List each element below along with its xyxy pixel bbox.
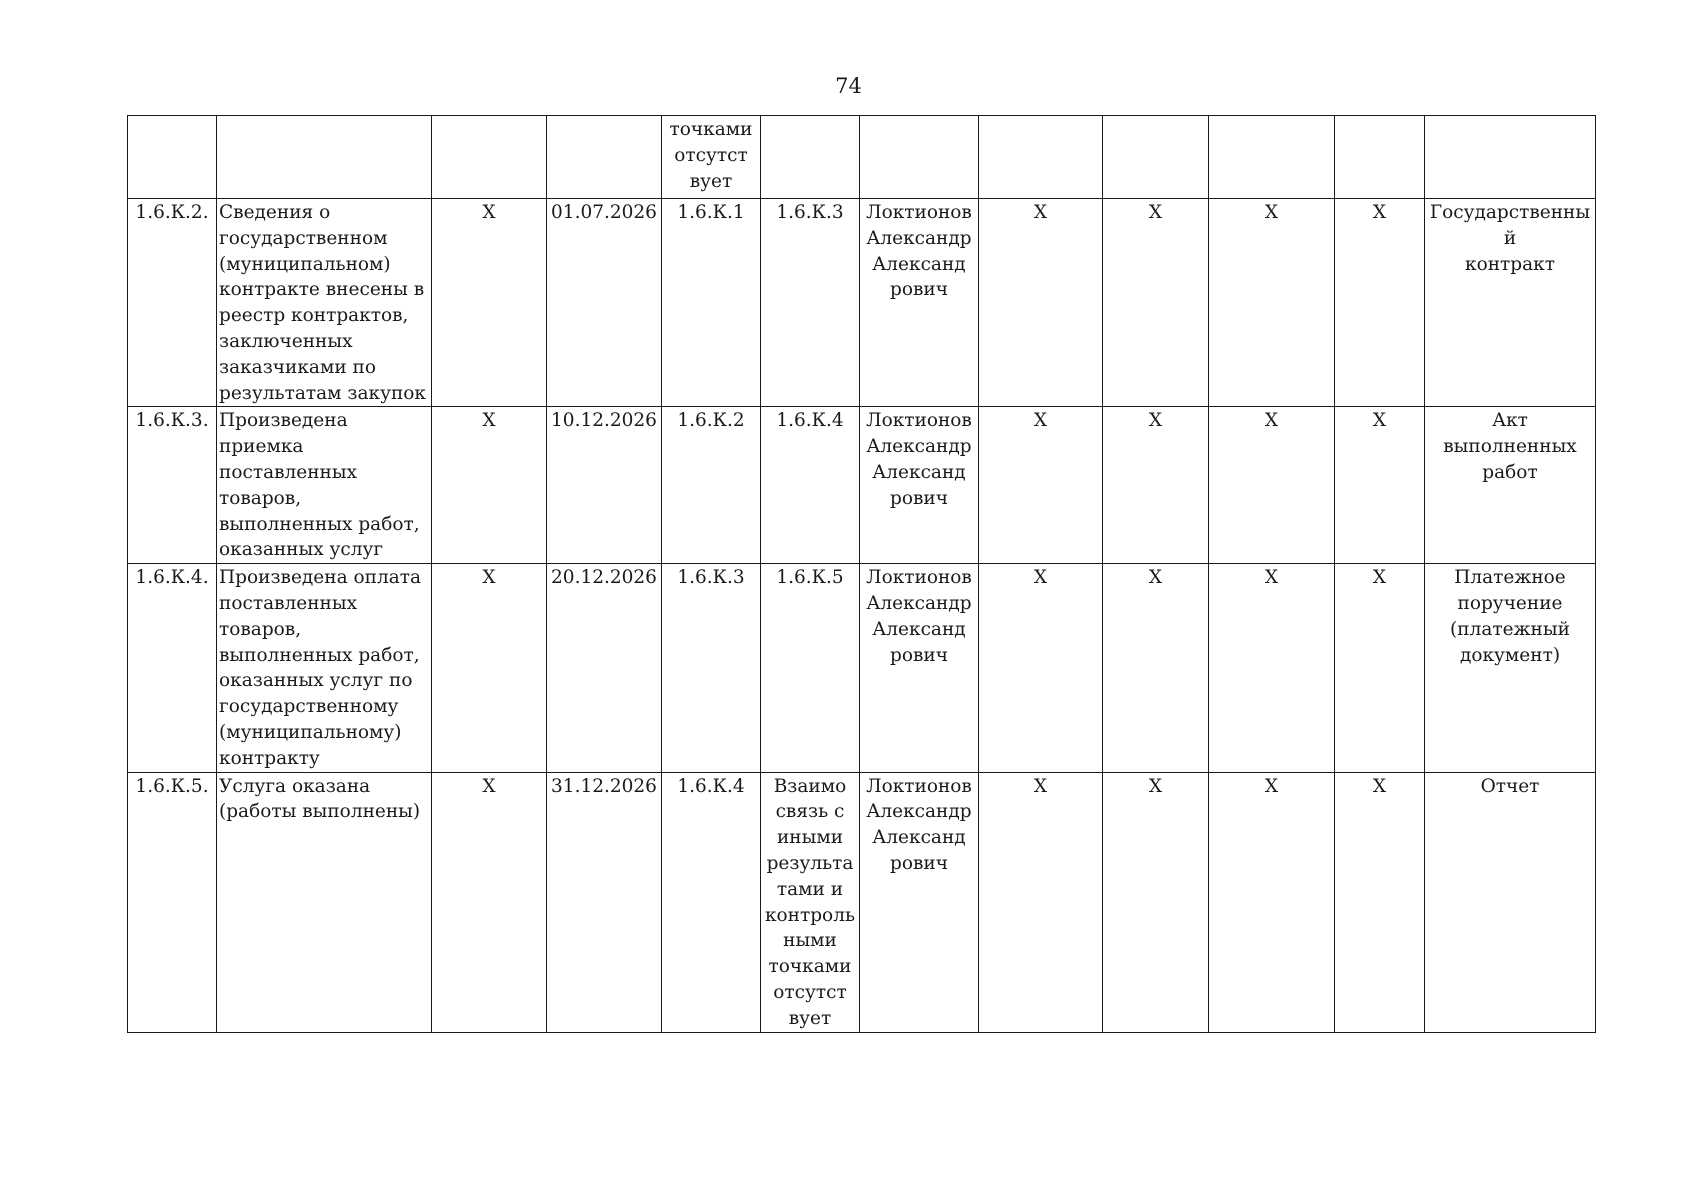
- page-number: 74: [835, 74, 862, 98]
- row-code: 1.6.К.3.: [128, 407, 217, 564]
- row-document: Государственный контракт: [1425, 199, 1596, 407]
- row-name: Произведена приемка поставленных товаров, выполненных работ, оказанных услуг: [217, 407, 432, 564]
- row-prev-point: 1.6.К.3: [662, 564, 761, 772]
- row-mark: X: [1209, 199, 1335, 407]
- row-code: 1.6.К.4.: [128, 564, 217, 772]
- table-row-continuation: [128, 116, 1596, 199]
- row-mark: X: [1335, 772, 1425, 1032]
- row-mark: X: [1103, 199, 1209, 407]
- table-cell-continuation-text: точками отсутст вует: [662, 116, 761, 199]
- control-points-table: [127, 115, 1596, 1033]
- row-mark: X: [979, 564, 1103, 772]
- table-cell: [1425, 116, 1596, 199]
- row-responsible: Локтионов Александр Александ рович: [860, 407, 979, 564]
- row-prev-point: 1.6.К.4: [662, 772, 761, 1032]
- row-name: Услуга оказана (работы выполнены): [217, 772, 432, 1032]
- row-mark: X: [432, 199, 547, 407]
- row-date: 20.12.2026: [547, 564, 662, 772]
- table-cell: [547, 116, 662, 199]
- row-mark: X: [979, 199, 1103, 407]
- row-next-point: 1.6.К.5: [761, 564, 860, 772]
- row-next-point: Взаимо связь с иными результа тами и контроль ными точками отсутст вует: [761, 772, 860, 1032]
- row-responsible: Локтионов Александр Александ рович: [860, 772, 979, 1032]
- table-row: [128, 564, 1596, 772]
- row-responsible: Локтионов Александр Александ рович: [860, 199, 979, 407]
- row-mark: X: [432, 407, 547, 564]
- row-prev-point: 1.6.К.2: [662, 407, 761, 564]
- row-mark: X: [432, 564, 547, 772]
- row-mark: X: [1335, 564, 1425, 772]
- table-cell: [1209, 116, 1335, 199]
- table-cell: [432, 116, 547, 199]
- table-cell: [761, 116, 860, 199]
- row-date: 31.12.2026: [547, 772, 662, 1032]
- table-cell: [217, 116, 432, 199]
- table-cell: [128, 116, 217, 199]
- row-prev-point: 1.6.К.1: [662, 199, 761, 407]
- row-date: 10.12.2026: [547, 407, 662, 564]
- row-mark: X: [1335, 199, 1425, 407]
- row-mark: X: [1209, 407, 1335, 564]
- table-row: [128, 772, 1596, 1032]
- row-name: Произведена оплата поставленных товаров, выполненных работ, оказанных услуг по государственному (муниципальному) контракту: [217, 564, 432, 772]
- row-mark: X: [1209, 564, 1335, 772]
- row-date: 01.07.2026: [547, 199, 662, 407]
- row-name: Сведения о государственном (муниципальном) контракте внесены в реестр контрактов, заключенных заказчиками по результатам закупок: [217, 199, 432, 407]
- row-code: 1.6.К.5.: [128, 772, 217, 1032]
- table-cell: [1103, 116, 1209, 199]
- row-mark: X: [1335, 407, 1425, 564]
- row-mark: X: [1103, 564, 1209, 772]
- table-cell: [979, 116, 1103, 199]
- row-code: 1.6.К.2.: [128, 199, 217, 407]
- row-responsible: Локтионов Александр Александ рович: [860, 564, 979, 772]
- row-mark: X: [1209, 772, 1335, 1032]
- table-cell: [860, 116, 979, 199]
- row-mark: X: [432, 772, 547, 1032]
- row-document: Акт выполненных работ: [1425, 407, 1596, 564]
- row-next-point: 1.6.К.4: [761, 407, 860, 564]
- row-mark: X: [1103, 772, 1209, 1032]
- row-mark: X: [979, 772, 1103, 1032]
- table-cell: [1335, 116, 1425, 199]
- row-mark: X: [979, 407, 1103, 564]
- row-document: Отчет: [1425, 772, 1596, 1032]
- row-mark: X: [1103, 407, 1209, 564]
- table-row: [128, 407, 1596, 564]
- table-row: [128, 199, 1596, 407]
- row-next-point: 1.6.К.3: [761, 199, 860, 407]
- row-document: Платежное поручение (платежный документ): [1425, 564, 1596, 772]
